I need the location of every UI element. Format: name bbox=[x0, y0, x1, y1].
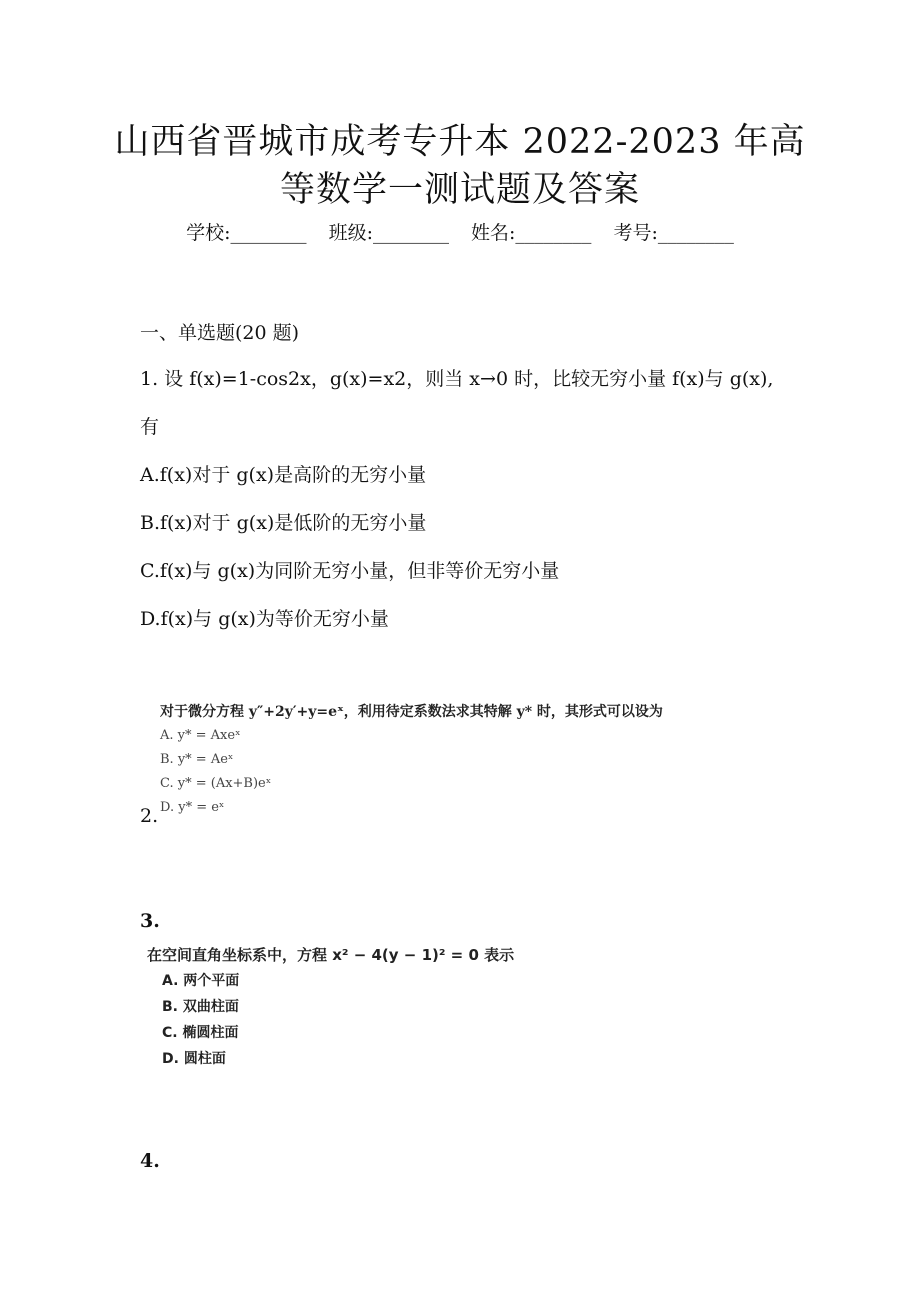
q3-number: 3. bbox=[140, 910, 160, 932]
section-heading: 一、单选题(20 题) bbox=[140, 322, 300, 344]
q3-scanned-block bbox=[147, 942, 514, 1072]
q1-stem-line-1: 1. 设 f(x)=1-cos2x，g(x)=x2，则当 x→0 时，比较无穷小量 f(x)与 g(x), bbox=[140, 368, 774, 390]
q2-option-a: A. y* = Axeˣ bbox=[160, 728, 241, 743]
q2-option-b: B. y* = Aeˣ bbox=[160, 752, 234, 767]
q3-option-c: C. 椭圆柱面 bbox=[162, 1025, 239, 1041]
q1-stem-line-2: 有 bbox=[140, 416, 160, 438]
q1-option-a: A.f(x)对于 g(x)是高阶的无穷小量 bbox=[140, 464, 427, 486]
q2-number: 2. bbox=[140, 805, 159, 827]
q4-number: 4. bbox=[140, 1150, 160, 1172]
name-field: 姓名:________ bbox=[471, 222, 592, 244]
q3-option-d: D. 圆柱面 bbox=[162, 1051, 226, 1067]
class-field: 班级:________ bbox=[328, 222, 449, 244]
q1-option-b: B.f(x)对于 g(x)是低阶的无穷小量 bbox=[140, 512, 427, 534]
q1-option-d: D.f(x)与 g(x)为等价无穷小量 bbox=[140, 608, 389, 630]
document-title-line-1: 山西省晋城市成考专升本 2022-2023 年高 bbox=[114, 122, 806, 162]
q2-option-d: D. y* = eˣ bbox=[160, 800, 225, 815]
q3-stem: 在空间直角坐标系中，方程 x² − 4(y − 1)² = 0 表示 bbox=[147, 946, 515, 964]
exam-number-field: 考号:________ bbox=[613, 222, 734, 244]
student-info-row bbox=[0, 218, 920, 245]
document-title-line-2: 等数学一测试题及答案 bbox=[279, 170, 640, 210]
q3-option-b: B. 双曲柱面 bbox=[162, 999, 239, 1015]
q3-option-a: A. 两个平面 bbox=[162, 973, 240, 989]
school-field: 学校:________ bbox=[186, 222, 307, 244]
q1-option-c: C.f(x)与 g(x)为同阶无穷小量，但非等价无穷小量 bbox=[140, 560, 560, 582]
q2-scanned-block bbox=[160, 700, 663, 820]
q2-option-c: C. y* = (Ax+B)eˣ bbox=[160, 776, 272, 791]
q2-stem: 对于微分方程 y″+2y′+y=eˣ，利用待定系数法求其特解 y* 时，其形式可以设为 bbox=[160, 704, 663, 720]
